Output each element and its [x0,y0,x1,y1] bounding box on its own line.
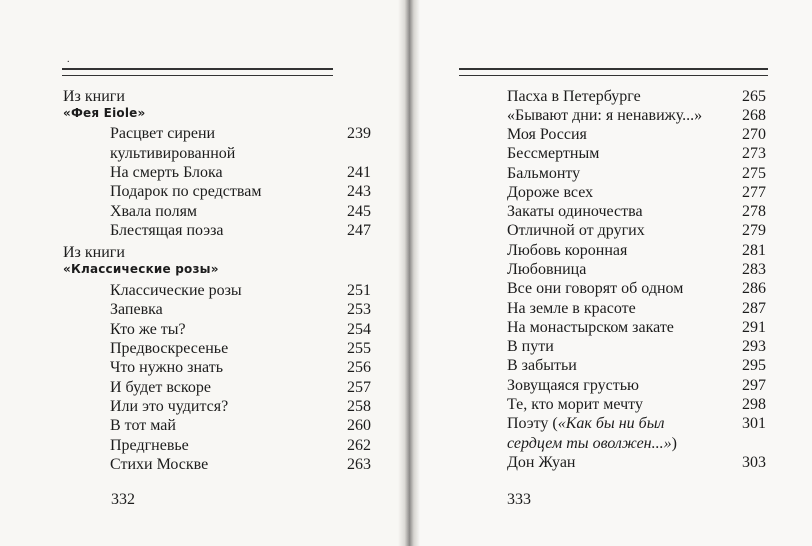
page-mark: . [67,54,70,65]
toc-entry-page: 275 [742,165,766,182]
toc-entry-title: Все они говорят об одном [507,280,684,297]
toc-entry-page: 273 [742,145,766,162]
toc-entry-page: 277 [742,184,766,201]
toc-entry-title: Бальмонту [507,165,581,182]
toc-entry-page: 251 [347,282,371,299]
toc-entry-title: Классические розы [110,282,242,299]
section-heading: Из книги [63,244,125,261]
toc-entry-title: «Бывают дни: я ненавижу...» [507,107,703,124]
toc-entry-page: 283 [742,261,766,278]
book-title: «Фея Eiole» [63,106,146,120]
toc-entry-page: 291 [742,319,766,336]
toc-entry-title-cont [507,434,677,453]
left-header-rule [62,68,333,76]
toc-entry-title: Расцвет сирени [110,125,216,142]
toc-entry-page: 293 [742,338,766,355]
toc-entry-title: Хвала полям [110,203,198,220]
toc-entry-title: Закаты одиночества [507,203,643,220]
toc-entry-title [507,414,665,433]
toc-entry-page: 281 [742,242,766,259]
toc-entry-page: 301 [742,415,766,432]
toc-entry-title: На земле в красоте [507,300,636,317]
toc-entry-title: Блестящая поэза [110,222,224,239]
toc-entry-page: 262 [347,437,371,454]
toc-entry-page: 286 [742,280,766,297]
right-header-rule [459,68,768,76]
toc-entry-page: 239 [347,125,371,142]
toc-entry-title: Пасха в Петербурге [507,88,641,105]
toc-entry-page: 243 [347,183,371,200]
toc-entry-title-italic: «Как бы ни был [557,415,665,432]
book-title: «Классические розы» [63,262,219,276]
toc-entry-page: 265 [742,88,766,105]
toc-entry-page: 268 [742,107,766,124]
toc-entry-title: Предгневье [110,437,189,454]
toc-entry-title: Зовущаяся грустью [507,377,639,394]
toc-entry-title: Любовь коронная [507,242,628,259]
toc-entry-page: 295 [742,357,766,374]
toc-entry-title-cont: культивированной [110,145,236,162]
toc-entry-title: Те, кто морит мечту [507,396,643,413]
toc-entry-title: В пути [507,338,554,355]
toc-entry-page: 279 [742,222,766,239]
toc-entry-page: 270 [742,126,766,143]
toc-entry-title: Любовница [507,261,587,278]
toc-entry-page: 258 [347,398,371,415]
toc-entry-title-start: Поэту ( [507,415,558,432]
book-gutter [398,0,420,546]
toc-entry-page: 287 [742,300,766,317]
toc-entry-page: 260 [347,417,371,434]
toc-entry-page: 255 [347,340,371,357]
toc-entry-page: 254 [347,321,371,338]
toc-entry-page: 263 [347,456,371,473]
toc-entry-title: Стихи Москве [110,456,209,473]
toc-entry-title: В забытьи [507,357,577,374]
toc-entry-page: 257 [347,379,371,396]
toc-entry-title: Кто же ты? [110,321,186,338]
toc-entry-title: Бессмертным [507,145,600,162]
toc-entry-title: Что нужно знать [110,359,224,376]
toc-entry-title: Запевка [110,301,163,318]
toc-entry-page: 247 [347,222,371,239]
toc-entry-page: 303 [742,454,766,471]
toc-entry-title: Дороже всех [507,184,594,201]
toc-entry-title: На монастырском закате [507,319,674,336]
toc-entry-page: 256 [347,359,371,376]
toc-entry-title-italic-cont: сердцем ты оволжен...» [507,435,672,452]
toc-entry-page: 298 [742,396,766,413]
toc-entry-title: Подарок по средствам [110,183,262,200]
toc-entry-title-tail: ) [671,435,677,452]
toc-entry-title: Или это чудится? [110,398,229,415]
toc-entry-page: 245 [347,203,371,220]
page-number: 333 [507,491,531,508]
toc-entry-page: 241 [347,164,371,181]
section-heading: Из книги [63,88,125,105]
toc-entry-title: Предвоскресенье [110,340,229,357]
toc-entry-page: 253 [347,301,371,318]
toc-entry-title: Дон Жуан [507,454,576,471]
toc-entry-page: 278 [742,203,766,220]
toc-entry-title: И будет вскоре [110,379,211,396]
toc-entry-title: На смерть Блока [110,164,223,181]
toc-entry-title: Моя Россия [507,126,587,143]
toc-entry-title: В тот май [110,417,176,434]
page-number: 332 [111,491,135,508]
toc-entry-page: 297 [742,377,766,394]
toc-entry-title: Отличной от других [507,222,645,239]
